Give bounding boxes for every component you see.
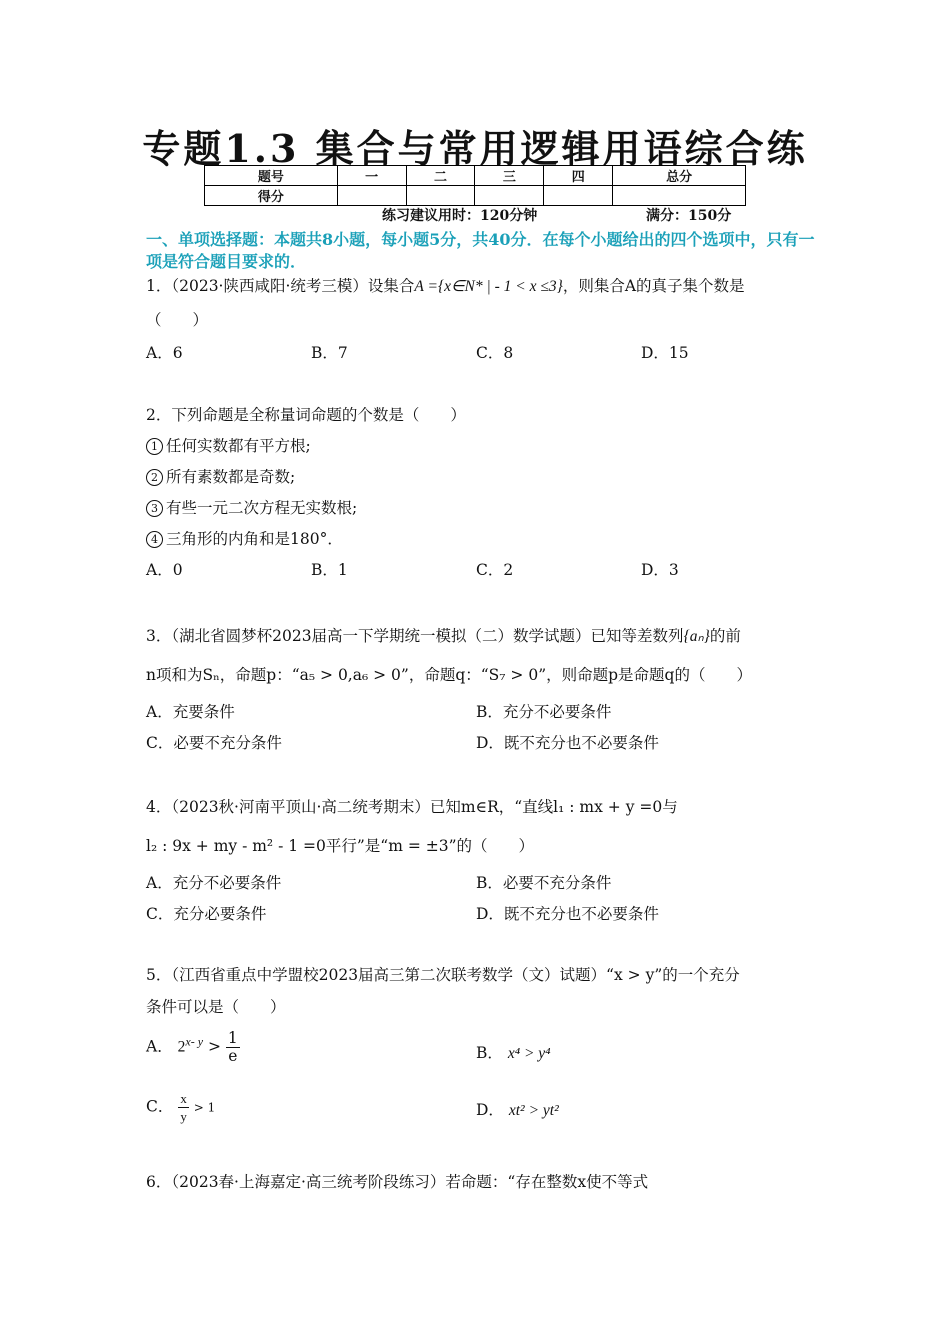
question-1-suffix: ，则集合A的真子集个数是	[562, 277, 745, 295]
question-2-option-a[interactable]: A．0	[146, 561, 183, 579]
option-exponent: x- y	[185, 1034, 204, 1049]
section-heading: 一、单项选择题：本题共8小题，每小题5分，共40分．在每个小题给出的四个选项中，只有一项是符合题目要求的．	[146, 230, 815, 271]
question-3-text: 3．（湖北省圆梦杯2023届高一下学期统一模拟（二）数学试题）已知等差数列	[146, 627, 684, 645]
question-3-option-c[interactable]: C．必要不充分条件	[146, 734, 282, 752]
score-table-header-row	[205, 166, 746, 186]
option-comparison: > 1	[193, 1100, 216, 1115]
question-3-option-a[interactable]: A．充要条件	[146, 703, 235, 721]
question-5-line-1: 5．（江西省重点中学盟校2023届高三第二次联考数学（文）试题）“x > y”的一个充分	[146, 966, 740, 984]
question-3-sequence: {aₙ}	[683, 628, 710, 645]
question-6-line-1: 6．（2023春·上海嘉定·高三统考阶段练习）若命题：“存在整数x使不等式	[146, 1173, 649, 1191]
question-2-item	[146, 467, 295, 487]
question-3-line-1	[146, 626, 741, 647]
page-title: 专题1.3 集合与常用逻辑用语综合练	[142, 126, 808, 171]
option-fraction	[178, 1090, 189, 1125]
table-cell	[613, 186, 746, 206]
question-1-stem	[146, 276, 745, 297]
table-cell: 一	[337, 166, 406, 186]
suggested-time: 练习建议用时：120分钟	[382, 208, 538, 224]
item-number: 3	[146, 500, 163, 517]
question-1-prefix: 1．（2023·陕西咸阳·统考三模）设集合	[146, 277, 415, 295]
option-base: 2	[177, 1038, 186, 1056]
question-2-stem: 2．下列命题是全称量词命题的个数是（ ）	[146, 406, 466, 424]
question-2-option-c[interactable]: C．2	[476, 561, 514, 579]
option-label: D．	[476, 1101, 504, 1119]
item-text: 有些一元二次方程无实数根;	[166, 499, 358, 517]
item-text: 所有素数都是奇数;	[166, 468, 296, 486]
table-cell: 三	[475, 166, 544, 186]
question-1-option-b[interactable]: B．7	[311, 344, 348, 362]
option-fraction	[226, 1030, 240, 1065]
table-cell: 得分	[205, 186, 338, 206]
option-label: C．	[146, 1097, 174, 1116]
question-3-text-end: 的前	[709, 627, 741, 645]
table-cell: 四	[544, 166, 613, 186]
score-table	[204, 165, 746, 206]
fraction-numerator: 1	[227, 1029, 238, 1047]
question-2-option-d[interactable]: D．3	[641, 561, 679, 579]
option-label: A．	[146, 1037, 173, 1056]
question-2-option-b[interactable]: B．1	[311, 561, 348, 579]
question-1-option-a[interactable]: A．6	[146, 344, 183, 362]
question-1-option-d[interactable]: D．15	[641, 344, 689, 362]
question-3-line-2: n项和为Sₙ，命题p：“a₅ > 0,a₆ > 0”，命题q：“S₇ > 0”，则命题p是命题q的（ ）	[146, 666, 752, 684]
question-5-option-a[interactable]	[146, 1030, 240, 1065]
table-cell: 二	[406, 166, 475, 186]
question-1-paren: （ ）	[146, 311, 209, 329]
table-cell	[544, 186, 613, 206]
question-3-option-d[interactable]: D．既不充分也不必要条件	[476, 734, 659, 752]
question-2-item	[146, 498, 357, 518]
question-4-line-2: l₂ : 9x + my - m² - 1 =0平行”是“m = ±3”的（ ）	[146, 837, 535, 855]
question-5-option-d[interactable]	[476, 1100, 559, 1121]
question-4-option-c[interactable]: C．充分必要条件	[146, 905, 267, 923]
question-1-option-c[interactable]: C．8	[476, 344, 514, 362]
option-label: B．	[476, 1044, 503, 1062]
question-3-option-b[interactable]: B．充分不必要条件	[476, 703, 612, 721]
table-cell	[475, 186, 544, 206]
option-operator: >	[207, 1037, 221, 1056]
item-text: 任何实数都有平方根;	[166, 437, 311, 455]
fraction-numerator: x	[180, 1091, 187, 1106]
question-4-option-a[interactable]: A．充分不必要条件	[146, 874, 282, 892]
item-number: 1	[146, 438, 163, 455]
question-5-option-b[interactable]	[476, 1043, 551, 1064]
question-5-line-2: 条件可以是（ ）	[146, 998, 286, 1016]
table-cell	[337, 186, 406, 206]
option-math: x⁴ > y⁴	[507, 1045, 551, 1062]
question-4-option-b[interactable]: B．必要不充分条件	[476, 874, 612, 892]
fraction-denominator: e	[228, 1047, 238, 1065]
question-5-option-c[interactable]	[146, 1090, 215, 1125]
table-cell	[406, 186, 475, 206]
score-table-score-row	[205, 186, 746, 206]
table-cell: 总分	[613, 166, 746, 186]
question-2-item	[146, 529, 343, 549]
item-number: 4	[146, 531, 163, 548]
question-2-item	[146, 436, 311, 456]
fraction-denominator: y	[180, 1109, 187, 1124]
item-text: 三角形的内角和是180°．	[166, 530, 343, 548]
full-score: 满分：150分	[646, 208, 732, 224]
question-4-line-1: 4．（2023秋·河南平顶山·高二统考期末）已知m∈R，“直线l₁ : mx + y =0与	[146, 798, 678, 816]
table-cell: 题号	[205, 166, 338, 186]
item-number: 2	[146, 469, 163, 486]
question-1-math: A ={x∈N* | - 1 < x ≤3}	[414, 278, 563, 295]
option-math: xt² > yt²	[508, 1102, 559, 1119]
question-4-option-d[interactable]: D．既不充分也不必要条件	[476, 905, 659, 923]
